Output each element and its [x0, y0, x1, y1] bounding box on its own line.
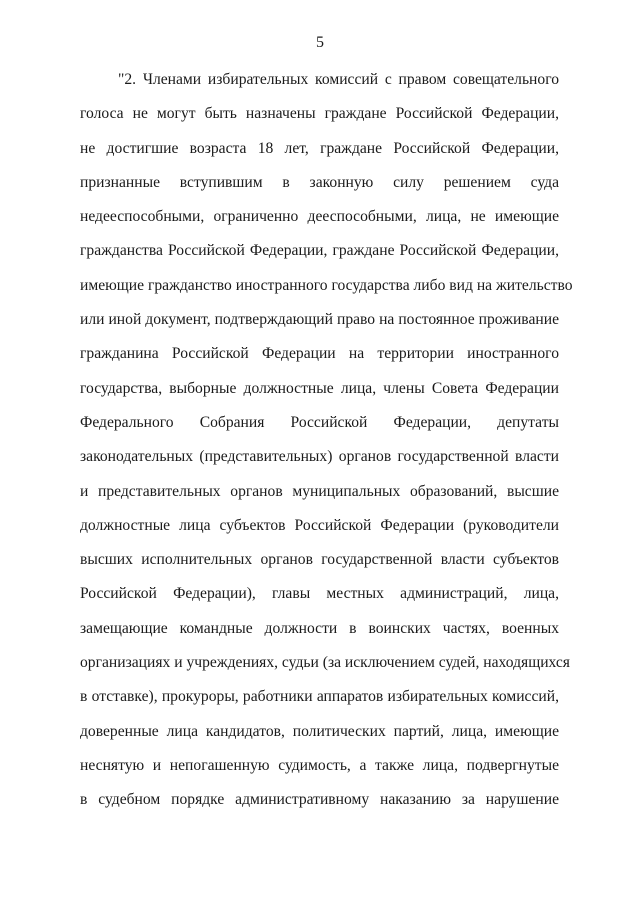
text-line: в отставке), прокуроры, работники аппаратов избирательных комиссий, — [80, 688, 559, 706]
text-line: Российской Федерации), главы местных администраций, лица, — [80, 585, 559, 603]
document-body — [80, 63, 573, 818]
text-line: гражданства Российской Федерации, граждане Российской Федерации, — [80, 242, 559, 260]
text-line: имеющие гражданство иностранного государства либо вид на жительство — [80, 276, 573, 294]
text-line: или иной документ, подтверждающий право на постоянное проживание — [80, 311, 559, 329]
text-line: признанные вступившим в законную силу решением суда — [80, 173, 559, 191]
text-line: неснятую и непогашенную судимость, а также лица, подвергнутые — [80, 756, 559, 774]
text-line: "2. Членами избирательных комиссий с правом совещательного — [118, 71, 559, 88]
text-line: государства, выборные должностные лица, члены Совета Федерации — [80, 379, 559, 397]
text-line: законодательных (представительных) органов государственной власти — [80, 448, 559, 466]
text-line: доверенные лица кандидатов, политических партий, лица, имеющие — [80, 722, 559, 740]
text-line: Федерального Собрания Российской Федерации, депутаты — [80, 413, 559, 431]
text-line: в судебном порядке административному наказанию за нарушение — [80, 791, 559, 809]
text-line: замещающие командные должности в воинских частях, военных — [80, 619, 559, 637]
text-line: высших исполнительных органов государственной власти субъектов — [80, 551, 559, 569]
text-line: не достигшие возраста 18 лет, граждане Российской Федерации, — [80, 139, 559, 157]
text-line: организациях и учреждениях, судьи (за исключением судей, находящихся — [80, 654, 570, 672]
text-line: и представительных органов муниципальных образований, высшие — [80, 482, 559, 500]
text-line: гражданина Российской Федерации на территории иностранного — [80, 345, 559, 363]
text-line: голоса не могут быть назначены граждане Российской Федерации, — [80, 105, 559, 123]
page-number: 5 — [316, 34, 324, 51]
text-line: должностные лица субъектов Российской Федерации (руководители — [80, 516, 559, 534]
text-line: недееспособными, ограниченно дееспособными, лица, не имеющие — [80, 208, 559, 226]
